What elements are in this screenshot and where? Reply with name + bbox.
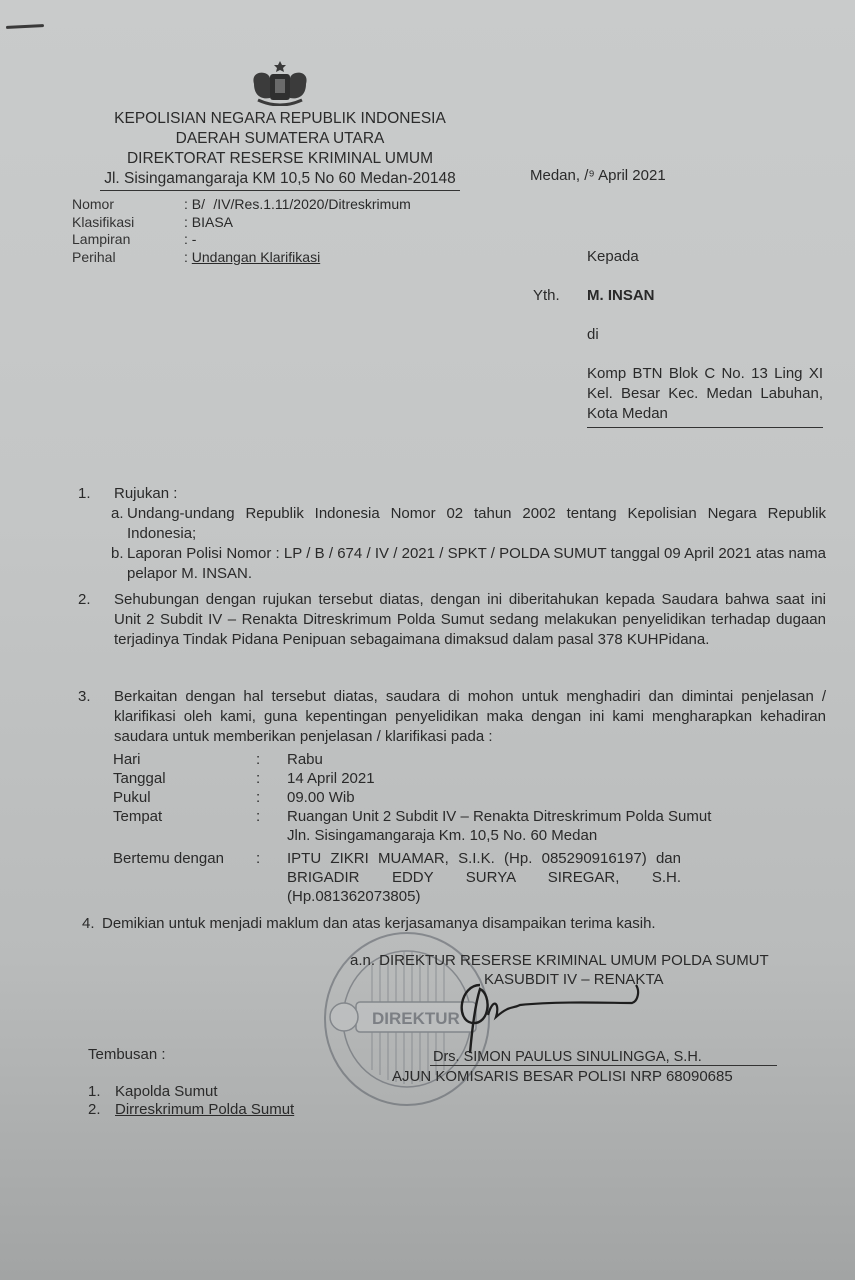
- paragraph-title: Rujukan :: [114, 485, 178, 502]
- schedule-row: [113, 769, 824, 788]
- schedule-row: [113, 788, 824, 807]
- police-emblem-icon: [246, 60, 314, 106]
- tembusan-item: [88, 1083, 294, 1101]
- svg-text:DIREKTUR: DIREKTUR: [372, 1009, 460, 1028]
- meta-label: Lampiran: [72, 231, 131, 247]
- schedule-key: Tempat: [113, 808, 163, 825]
- tembusan-number: 2.: [88, 1101, 101, 1118]
- schedule-colon: [256, 826, 287, 845]
- schedule-value: Ruangan Unit 2 Subdit IV – Renakta Ditreskrimum Polda Sumut: [287, 808, 712, 825]
- meta-value: : BIASA: [184, 213, 234, 230]
- meta-row-perihal: [72, 249, 411, 267]
- schedule-colon: :: [256, 808, 261, 825]
- letterhead-line-1: KEPOLISIAN NEGARA REPUBLIK INDONESIA: [114, 110, 446, 127]
- schedule-table: [113, 750, 824, 906]
- item-letter: a.: [111, 505, 124, 522]
- meta-row-nomor: [72, 196, 411, 214]
- schedule-value: IPTU ZIKRI MUAMAR, S.I.K. (Hp. 085290916197) dan BRIGADIR EDDY SURYA SIREGAR, S.H. (Hp.081362073805): [287, 850, 681, 905]
- schedule-key: Pukul: [113, 789, 151, 806]
- paragraph-number: 4.: [82, 915, 95, 932]
- schedule-row: [113, 826, 824, 845]
- schedule-value: 09.00 Wib: [287, 789, 355, 806]
- meta-label: Nomor: [72, 196, 115, 212]
- paragraph-3: [78, 687, 826, 747]
- reference-item: [111, 544, 826, 584]
- schedule-row: [113, 807, 824, 826]
- tembusan-text: Kapolda Sumut: [115, 1083, 218, 1100]
- meta-colon: :: [184, 248, 192, 265]
- paragraph-text: Berkaitan dengan hal tersebut diatas, saudara di mohon untuk menghadiri dan dimintai penjelasan / klarifikasi oleh kami, guna kepentingan penyelidikan maka dengan ini kami mengharapkan kehadiran saudara untuk memberikan penjelasan / klarifikasi pada :: [114, 688, 826, 745]
- schedule-row: [113, 849, 824, 906]
- letterhead: [78, 109, 482, 191]
- item-text: Undang-undang Republik Indonesia Nomor 02 tahun 2002 tentang Kepolisian Negara Republik Indonesia;: [127, 505, 826, 542]
- tembusan-list: [88, 1083, 294, 1119]
- letterhead-line-3: DIREKTORAT RESERSE KRIMINAL UMUM: [126, 150, 434, 167]
- schedule-key: Tanggal: [113, 770, 166, 787]
- signature-on-behalf: a.n. DIREKTUR RESERSE KRIMINAL UMUM POLDA SUMUT: [350, 952, 769, 969]
- item-text: Laporan Polisi Nomor : LP / B / 674 / IV / 2021 / SPKT / POLDA SUMUT tanggal 09 April 2021 atas nama pelapor M. INSAN.: [127, 545, 826, 582]
- meta-label: Klasifikasi: [72, 213, 135, 230]
- schedule-value: 14 April 2021: [287, 770, 375, 787]
- pen-mark: [6, 24, 44, 29]
- meta-value: : B/ /IV/Res.1.11/2020/Ditreskrimum: [184, 196, 411, 212]
- paragraph-text: Demikian untuk menjadi maklum dan atas kerjasamanya disampaikan terima kasih.: [102, 915, 656, 932]
- paragraph-2: [78, 590, 826, 650]
- di-label: di: [587, 326, 599, 343]
- meta-value: : -: [184, 231, 197, 247]
- kepada-label: Kepada: [587, 248, 639, 265]
- letterhead-line-2: DAERAH SUMATERA UTARA: [175, 130, 385, 147]
- tembusan-item: [88, 1101, 294, 1119]
- letter-meta: [72, 196, 411, 266]
- schedule-row: [113, 750, 824, 769]
- schedule-key: [113, 826, 256, 845]
- recipient-name: M. INSAN: [587, 287, 655, 304]
- recipient-address: Komp BTN Blok C No. 13 Ling XI Kel. Besar Kec. Medan Labuhan, Kota Medan: [587, 364, 823, 428]
- paragraph-text: Sehubungan dengan rujukan tersebut diatas, dengan ini diberitahukan kepada Saudara bahwa saat ini Unit 2 Subdit IV – Renakta Ditreskrimum Polda Sumut sedang melakukan penyelidikan terhadap dugaan terjadinya Tindak Pidana Penipuan sebagaimana dimaksud dalam pasal 378 KUHPidana.: [114, 591, 826, 648]
- schedule-key: Bertemu dengan: [113, 850, 224, 867]
- letterhead-address: Jl. Sisingamangaraja KM 10,5 No 60 Medan-20148: [100, 169, 460, 191]
- paragraph-number: 1.: [78, 485, 91, 502]
- yth-label: Yth.: [533, 287, 560, 304]
- schedule-colon: :: [256, 751, 261, 768]
- item-letter: b.: [111, 545, 124, 562]
- meta-value: Undangan Klarifikasi: [191, 248, 321, 265]
- signatory-rank: AJUN KOMISARIS BESAR POLISI NRP 68090685: [392, 1068, 733, 1085]
- schedule-colon: :: [256, 789, 261, 806]
- paragraph-number: 2.: [78, 591, 91, 608]
- paragraph-1: [78, 484, 826, 584]
- tembusan-text: Dirreskrimum Polda Sumut: [115, 1101, 295, 1118]
- reference-item: [111, 504, 826, 544]
- schedule-value: Rabu: [287, 751, 323, 768]
- paragraph-number: 3.: [78, 688, 91, 705]
- meta-row-lampiran: [72, 231, 411, 249]
- schedule-colon: :: [256, 770, 261, 787]
- letter-date: Medan, /⁹ April 2021: [530, 167, 666, 184]
- meta-label: Perihal: [72, 248, 116, 265]
- schedule-value: Jln. Sisingamangaraja Km. 10,5 No. 60 Medan: [287, 827, 598, 844]
- schedule-key: Hari: [113, 751, 141, 768]
- meta-row-klasifikasi: [72, 214, 411, 232]
- signature-position: KASUBDIT IV – RENAKTA: [484, 971, 664, 988]
- tembusan-number: 1.: [88, 1083, 101, 1100]
- schedule-colon: :: [256, 850, 261, 867]
- signatory-name: Drs. SIMON PAULUS SINULINGGA, S.H.: [430, 1049, 777, 1066]
- tembusan-title: Tembusan :: [88, 1046, 166, 1063]
